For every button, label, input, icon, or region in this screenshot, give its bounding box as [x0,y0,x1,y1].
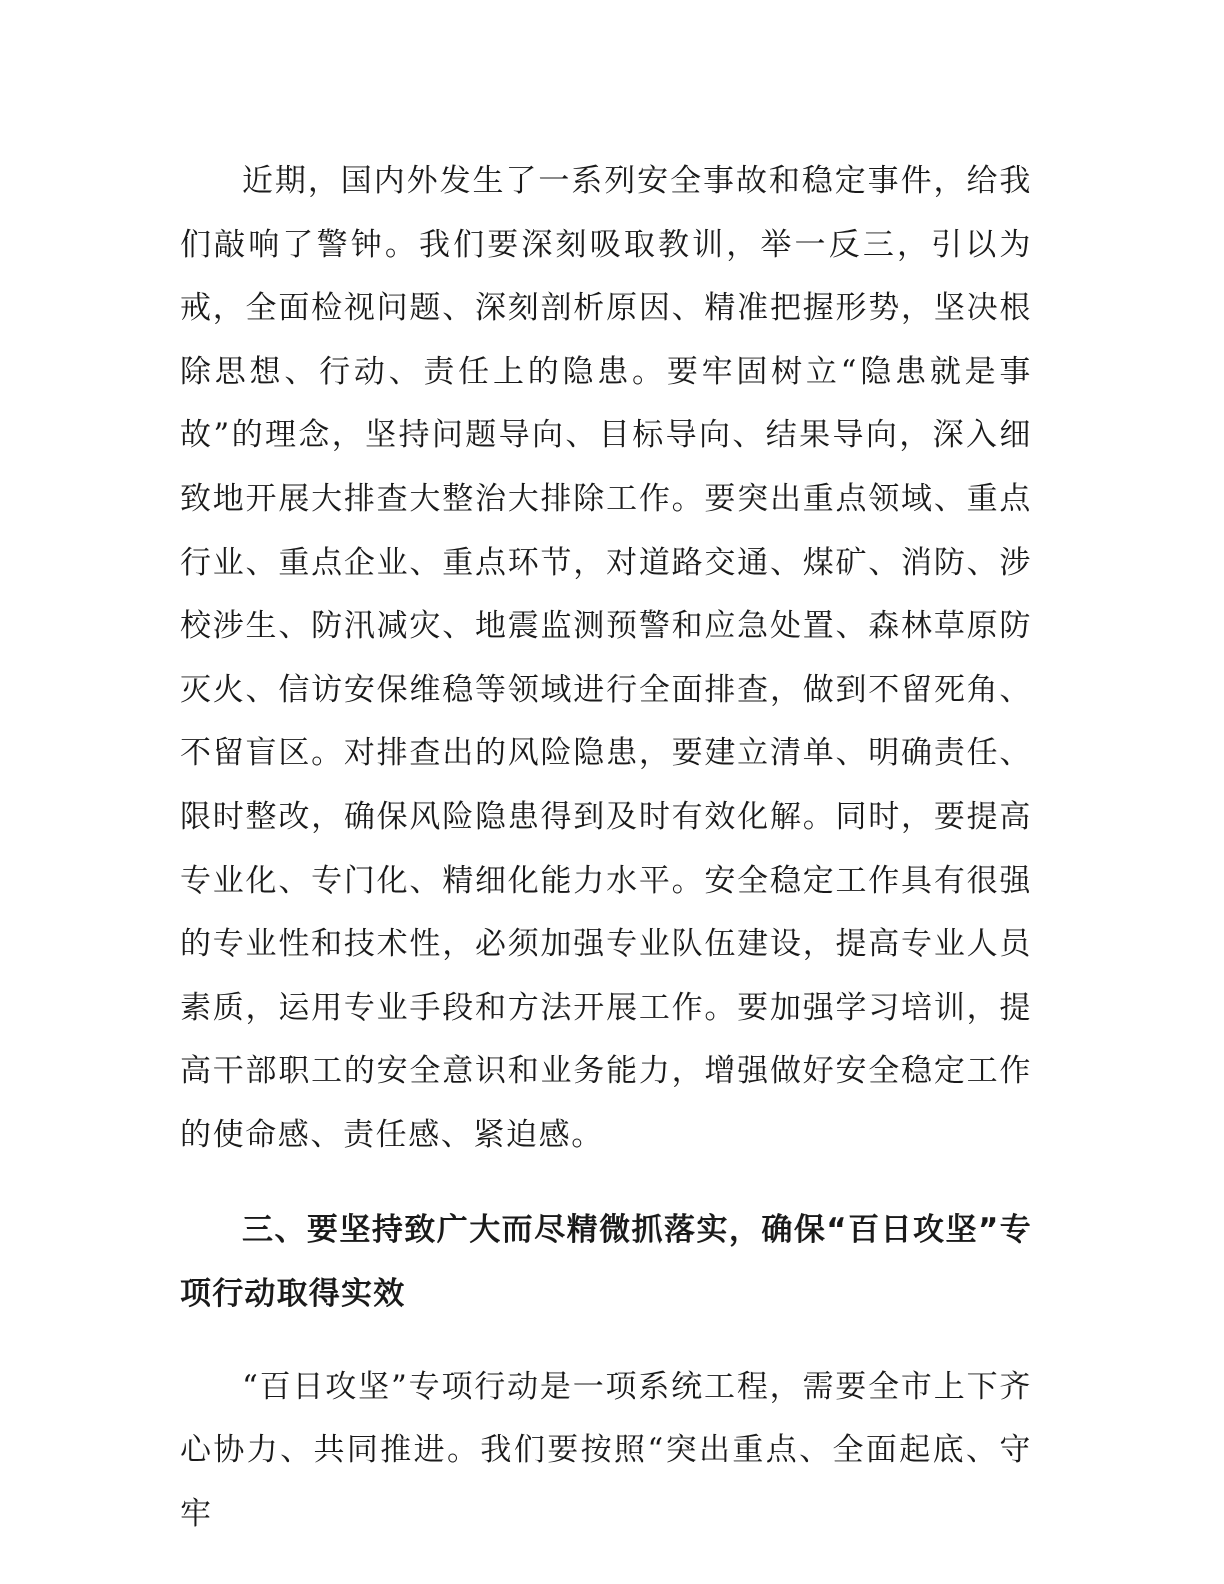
body-paragraph: 近期，国内外发生了一系列安全事故和稳定事件，给我们敲响了警钟。我们要深刻吸取教训，举一反三，引以为戒，全面检视问题、深刻剖析原因、精准把握形势，坚决根除思想、行动、责任上的隐患。要牢固树立“隐患就是事故”的理念，坚持问题导向、目标导向、结果导向，深入细致地开展大排查大整治大排除工作。要突出重点领域、重点行业、重点企业、重点环节，对道路交通、煤矿、消防、涉校涉生、防汛减灾、地震监测预警和应急处置、森林草原防灭火、信访安保维稳等领域进行全面排查，做到不留死角、不留盲区。对排查出的风险隐患，要建立清单、明确责任、限时整改，确保风险隐患得到及时有效化解。同时，要提高专业化、专门化、精细化能力水平。安全稳定工作具有很强的专业性和技术性，必须加强专业队伍建设，提高专业人员素质，运用专业手段和方法开展工作。要加强学习培训，提高干部职工的安全意识和业务能力，增强做好安全稳定工作的使命感、责任感、紧迫感。 [180,163,1032,1153]
body-paragraph: “百日攻坚”专项行动是一项系统工程，需要全市上下齐心协力、共同推进。我们要按照“突出重点、全面起底、守牢 [180,1368,1032,1532]
section-heading: 三、要坚持致广大而尽精微抓落实，确保“百日攻坚”专项行动取得实效 [180,1211,1032,1312]
document-page [180,150,1032,1546]
